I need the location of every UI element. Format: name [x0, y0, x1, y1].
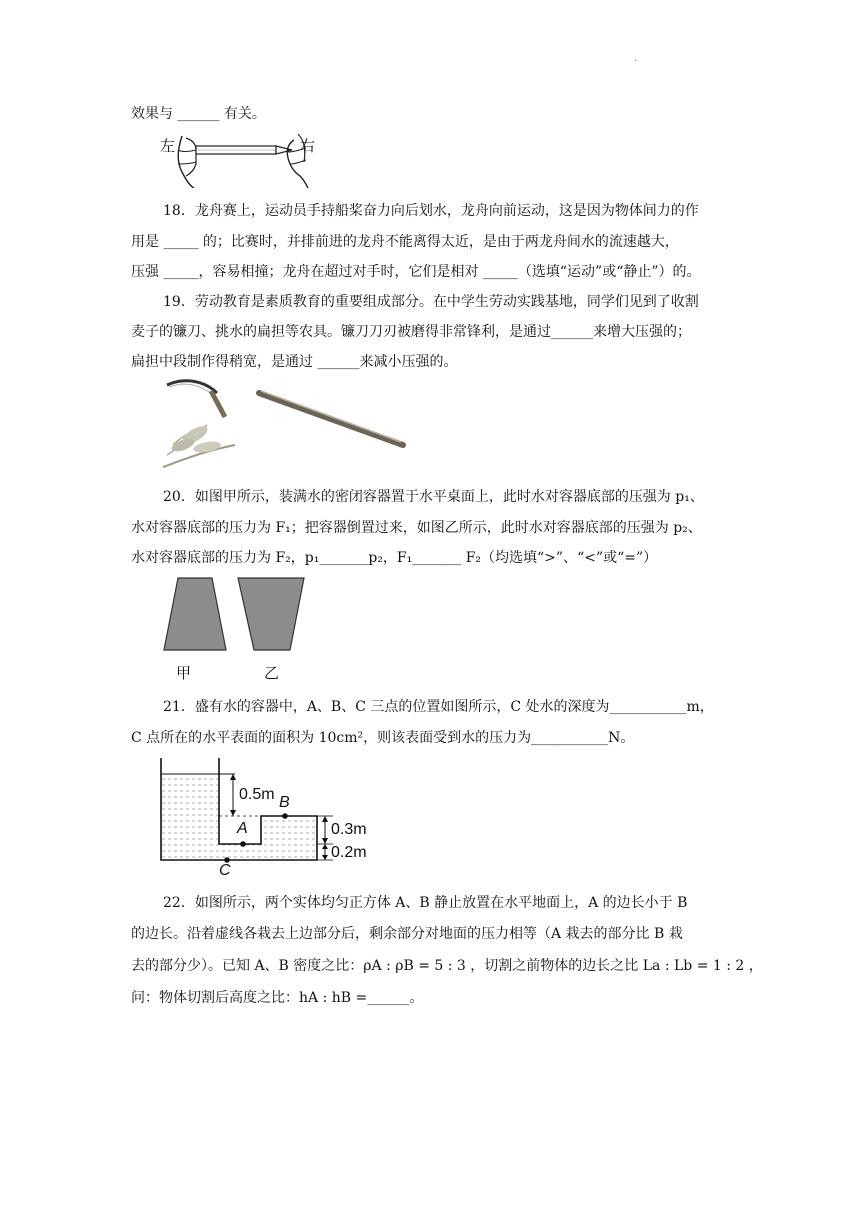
q22-line1: 22．如图所示，两个实体均匀正方体 A、B 静止放置在水平地面上，A 的边长小于 B [163, 895, 688, 911]
q20-line3: 水对容器底部的压力为 F₂，p₁_______p₂，F₁_______ F₂（均选填“>”、“<”或“=”） [131, 550, 658, 566]
q22-line4: 问：物体切割后高度之比：hA : hB =______。 [131, 990, 424, 1006]
sickle-and-pole-illustration [155, 375, 415, 475]
q17-figure [160, 130, 330, 188]
q21-line1: 21．盛有水的容器中，A、B、C 三点的位置如图所示，C 处水的深度为___________m， [163, 699, 714, 715]
page-dot: · [634, 56, 638, 67]
label-point-c: C [219, 862, 231, 879]
label-point-b: B [279, 794, 290, 811]
q19-line2: 麦子的镰刀、挑水的扁担等农具。镰刀刀刃被磨得非常锋利，是通过______来增大压强的； [131, 324, 691, 340]
q19-line3: 扁担中段制作得稍宽，是通过 ______来减小压强的。 [131, 354, 458, 370]
q20-figure [160, 576, 310, 684]
q22-line3: 去的部分少）。已知 A、B 密度之比：ρA : ρB = 5 : 3 ，切割之前物体的边长之比 La : Lb = 1 : 2 ， [131, 958, 763, 974]
label-0-3m: 0.3m [331, 821, 367, 838]
containers-illustration [160, 576, 310, 656]
point-a-dot [240, 841, 246, 847]
q20-line2: 水对容器底部的压力为 F₁；把容器倒置过来，如图乙所示，此时水对容器底部的压强为 p₂、 [131, 520, 702, 536]
q19-line1: 19．劳动教育是素质教育的重要组成部分。在中学生劳动实践基地，同学们见到了收割 [163, 294, 699, 310]
q18-line3: 压强 _____，容易相撞；龙舟在超过对手时，它们是相对 _____（选填“运动”或“静止”）的。 [131, 264, 701, 280]
label-0-5m: 0.5m [239, 786, 275, 803]
right-label: 右 [300, 137, 316, 155]
label-yi: 乙 [264, 664, 280, 682]
q21-figure [155, 758, 380, 880]
point-b-dot [282, 813, 288, 819]
label-jia: 甲 [176, 664, 192, 682]
left-label: 左 [160, 137, 176, 155]
q18-line2: 用是 _____ 的；比赛时，并排前进的龙舟不能离得太近，是由于两龙舟间水的流速越大， [131, 234, 679, 250]
q19-figure [155, 375, 415, 475]
q18-line1: 18．龙舟赛上，运动员手持船桨奋力向后划水，龙舟向前运动，这是因为物体间力的作 [163, 203, 699, 219]
label-point-a: A [237, 820, 248, 837]
label-0-2m: 0.2m [331, 844, 367, 861]
container-a-shape [164, 578, 226, 650]
container-b-shape [238, 578, 304, 650]
q21-line2: C 点所在的水平表面的面积为 10cm²，则该表面受到水的压力为___________N。 [131, 730, 635, 746]
q22-line2: 的边长。沿着虚线各栽去上边部分后，剩余部分对地面的压力相等（A 栽去的部分比 B 栽 [131, 926, 683, 942]
q20-line1: 20．如图甲所示，装满水的密闭容器置于水平桌面上，此时水对容器底部的压强为 p₁、 [163, 489, 704, 505]
q17-text: 效果与 ______ 有关。 [131, 106, 266, 122]
